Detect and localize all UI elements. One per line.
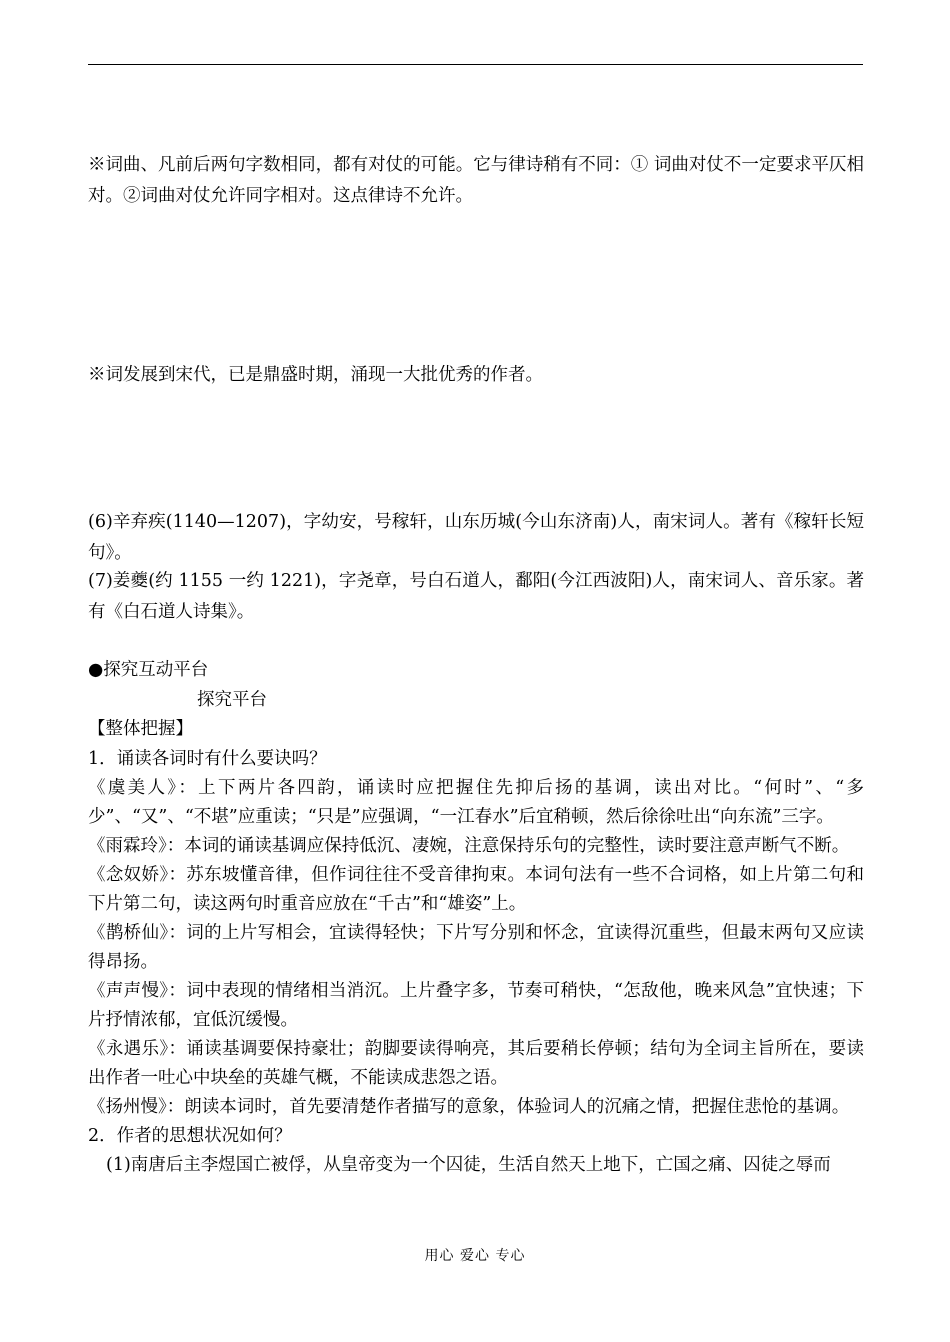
explore-heading: ●探究互动平台	[88, 660, 209, 680]
question-1: 1．诵读各词时有什么要诀吗？	[88, 749, 327, 769]
explore-content	[88, 745, 864, 1180]
page-footer: 用心 爱心 专心	[424, 1248, 526, 1264]
reading-tip-queqiaoxian: 《鹊桥仙》：词的上片写相会，宜读得轻快；下片写分别和怀念，宜读得沉重些，但最末两句又应读得昂扬。	[88, 923, 864, 972]
reading-tip-yulinling: 《雨霖玲》：本词的诵读基调应保持低沉、凄婉，注意保持乐句的完整性，读时要注意声断气不断。	[88, 836, 850, 856]
header-rule	[88, 64, 863, 65]
reading-tip-yangzhouman: 《扬州慢》：朗读本词时，首先要清楚作者描写的意象，体验词人的沉痛之情，把握住悲怆的基调。	[88, 1097, 850, 1117]
note-duizhang: ※词曲、凡前后两句字数相同，都有对仗的可能。它与律诗稍有不同：① 词曲对仗不一定要求平仄相对。②词曲对仗允许同字相对。这点律诗不允许。	[88, 155, 864, 206]
reading-tip-yongyule: 《永遇乐》：诵读基调要保持豪壮；韵脚要读得响亮，其后要稍长停顿；结句为全词主旨所在，要读出作者一吐心中块垒的英雄气概，不能读成悲怨之语。	[88, 1039, 864, 1088]
author-xin-qiji: (6)辛弃疾(1140—1207)，字幼安，号稼轩，山东历城(今山东济南)人，南宋词人。著有《稼轩长短句》。	[88, 512, 864, 563]
answer-2-part-1: (1)南唐后主李煜国亡被俘，从皇帝变为一个囚徒，生活自然天上地下，亡国之痛、囚徒之辱而	[106, 1155, 831, 1175]
section-title-overall: 【整体把握】	[88, 719, 193, 739]
reading-tip-yumeiren: 《虞美人》：上下两片各四韵，诵读时应把握住先抑后扬的基调，读出对比。“何时”、“多少”、“又”、“不堪”应重读；“只是”应强调，“一江春水”后宜稍顿，然后徐徐吐出“向东流”三字。	[88, 778, 864, 827]
note-song: ※词发展到宋代，已是鼎盛时期，涌现一大批优秀的作者。	[88, 365, 543, 385]
explore-subheading: 探究平台	[197, 690, 267, 710]
question-2: 2．作者的思想状况如何？	[88, 1126, 292, 1146]
reading-tip-shengshengman: 《声声慢》：词中表现的情绪相当消沉。上片叠字多，节奏可稍快，“怎敌他，晚来风急”宜快速；下片抒情浓郁，宜低沉缓慢。	[88, 981, 864, 1030]
reading-tip-niannujiao: 《念奴娇》：苏东坡懂音律，但作词往往不受音律拘束。本词句法有一些不合词格，如上片第二句和下片第二句，读这两句时重音应放在“千古”和“雄姿”上。	[88, 865, 864, 914]
author-jiang-kui: (7)姜夔(约 1155 一约 1221)，字尧章，号白石道人，鄱阳(今江西波阳)人，南宋词人、音乐家。著有《白石道人诗集》。	[88, 571, 864, 622]
